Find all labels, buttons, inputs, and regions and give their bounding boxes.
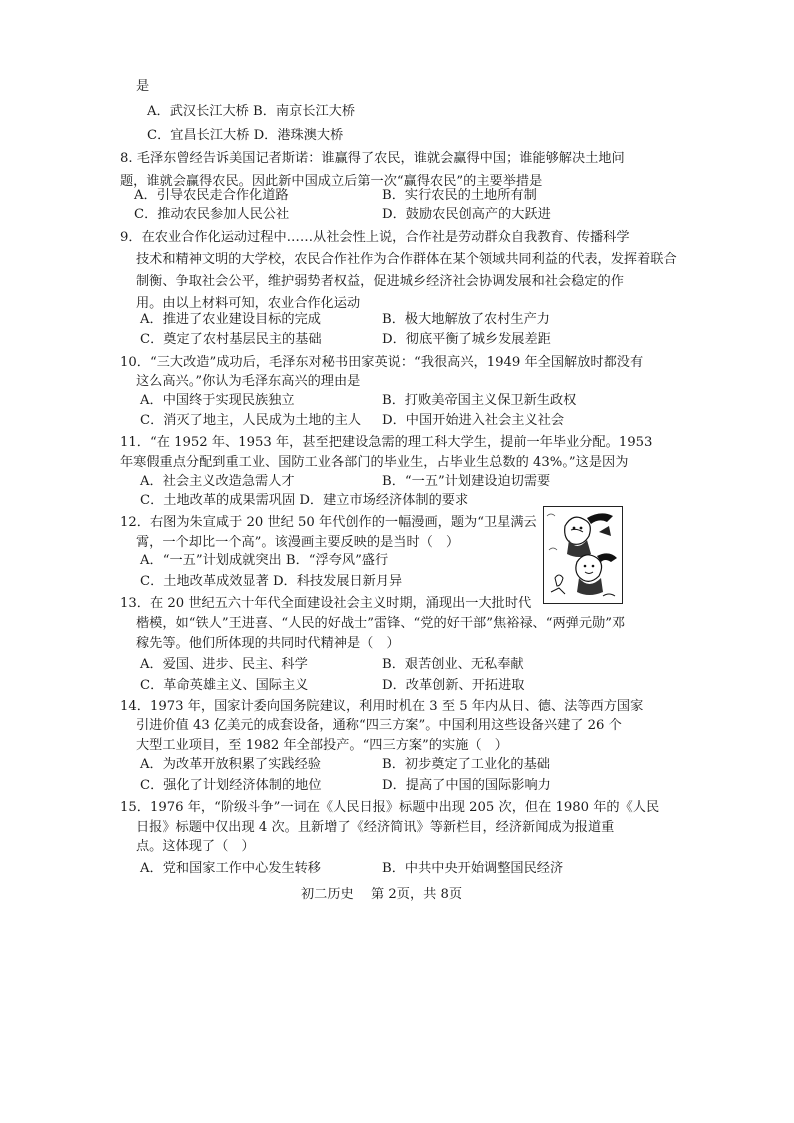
q13-stem-line3: 稼先等。他们所体现的共同时代精神是（ ）	[136, 636, 400, 651]
q14-option-a: A．为改革开放积累了实践经验	[140, 757, 321, 772]
q10-option-a: A．中国终于实现民族独立	[140, 393, 295, 408]
q7-option-cd: C．宜昌长江大桥 D．港珠澳大桥	[147, 128, 344, 143]
q12-stem-line2: 霄，一个却比一个高”。该漫画主要反映的是当时（ ）	[136, 535, 460, 550]
q9-stem-line2: 技术和精神文明的大学校，农民合作社作为合作群体在某个领域共同利益的代表，发挥着联合	[136, 252, 677, 267]
q13-option-a: A．爱国、进步、民主、科学	[140, 657, 308, 672]
q9-option-d: D．彻底平衡了城乡发展差距	[382, 332, 551, 347]
q11-stem-line1: 11．“在 1952 年、1953 年，甚至把建设急需的理工科大学生，提前一年毕业分配。1953	[120, 435, 653, 450]
q11-stem-line2: 年寒假重点分配到重工业、国防工业各部门的毕业生，占毕业生总数的 43%。”这是因为	[120, 455, 629, 470]
q11-option-b: B．“一五”计划建设迫切需要	[382, 474, 551, 489]
q9-option-a: A．推进了农业建设目标的完成	[140, 312, 321, 327]
q9-option-b: B．极大地解放了农村生产力	[382, 312, 550, 327]
q8-stem-line1: 8. 毛泽东曾经告诉美国记者斯诺：谁赢得了农民，谁就会赢得中国；谁能够解决土地问	[120, 151, 625, 166]
q10-option-c: C．消灭了地主，人民成为土地的主人	[140, 413, 362, 428]
q14-option-b: B．初步奠定了工业化的基础	[382, 757, 550, 772]
q15-option-b: B．中共中央开始调整国民经济	[382, 861, 564, 876]
q11-option-a: A．社会主义改造急需人才	[140, 474, 295, 489]
q14-stem-line3: 大型工业项目，至 1982 年全部投产。“四三方案”的实施（ ）	[136, 738, 508, 753]
q8-option-b: B．实行农民的土地所有制	[382, 188, 537, 203]
q7-continuation: 是	[136, 79, 150, 94]
q15-stem-line1: 15．1976 年，“阶级斗争”一词在《人民日报》标题中出现 205 次，但在 1980 年的《人民	[120, 800, 660, 815]
q8-stem-line2: 题，谁就会赢得农民。因此新中国成立后第一次“赢得农民”的主要举措是	[120, 174, 543, 189]
q9-stem-line1: 9．在农业合作化运动过程中……从社会性上说，合作社是劳动群众自我教育、传播科学	[120, 230, 630, 245]
q10-option-d: D．中国开始进入社会主义社会	[382, 413, 565, 428]
satellite-cartoon-image	[543, 506, 623, 604]
q9-stem-line3: 制衡、争取社会公平，维护弱势者权益，促进城乡经济社会协调发展和社会稳定的作	[136, 274, 624, 289]
q12-option-cd: C．土地改革成效显著 D．科技发展日新月异	[140, 574, 403, 589]
q13-option-b: B．艰苦创业、无私奉献	[382, 657, 524, 672]
q7-option-ab: A．武汉长江大桥 B．南京长江大桥	[147, 104, 356, 119]
footer-page-number: 第 2页，共 8页	[371, 887, 463, 902]
q8-option-a: A．引导农民走合作化道路	[134, 188, 289, 203]
footer-subject: 初二历史	[301, 887, 354, 902]
q11-option-cd: C．土地改革的成果需巩固 D．建立市场经济体制的要求	[140, 493, 469, 508]
q14-option-d: D．提高了中国的国际影响力	[382, 778, 551, 793]
q15-option-a: A．党和国家工作中心发生转移	[140, 861, 321, 876]
q12-option-ab: A．“一五”计划成就突出 B．“浮夸风”盛行	[140, 553, 389, 568]
q10-stem-line2: 这么高兴。”你认为毛泽东高兴的理由是	[136, 374, 361, 389]
q9-option-c: C．奠定了农村基层民主的基础	[140, 332, 322, 347]
q14-option-c: C．强化了计划经济体制的地位	[140, 778, 322, 793]
q12-stem-line1: 12．右图为朱宣咸于 20 世纪 50 年代创作的一幅漫画，题为“卫星满云	[120, 515, 537, 530]
q14-stem-line2: 引进价值 43 亿美元的成套设备，通称“四三方案”。中国利用这些设备兴建了 26 个	[136, 718, 622, 733]
q10-stem-line1: 10．“三大改造”成功后，毛泽东对秘书田家英说：“我很高兴，1949 年全国解放时都没有	[120, 355, 644, 370]
q8-option-d: D．鼓励农民创高产的大跃进	[382, 207, 551, 222]
q14-stem-line1: 14．1973 年，国家计委向国务院建议，利用时机在 3 至 5 年内从日、德、法等西方国家	[120, 699, 644, 714]
q15-stem-line2: 日报》标题中仅出现 4 次。且新增了《经济简讯》等新栏目，经济新闻成为报道重	[136, 820, 615, 835]
q10-option-b: B．打败美帝国主义保卫新生政权	[382, 393, 577, 408]
q9-stem-line4: 用。由以上材料可知，农业合作化运动	[136, 296, 361, 311]
q13-option-c: C．革命英雄主义、国际主义	[140, 678, 309, 693]
q13-stem-line2: 楷模，如“铁人”王进喜、“人民的好战士”雷锋、“党的好干部”焦裕禄、“两弹元勋”邓	[136, 616, 626, 631]
q15-stem-line3: 点。这体现了（ ）	[136, 839, 255, 854]
q13-stem-line1: 13．在 20 世纪五六十年代全面建设社会主义时期，涌现出一大批时代	[120, 596, 532, 611]
q13-option-d: D．改革创新、开拓进取	[382, 678, 525, 693]
q8-option-c: C．推动农民参加人民公社	[134, 207, 290, 222]
